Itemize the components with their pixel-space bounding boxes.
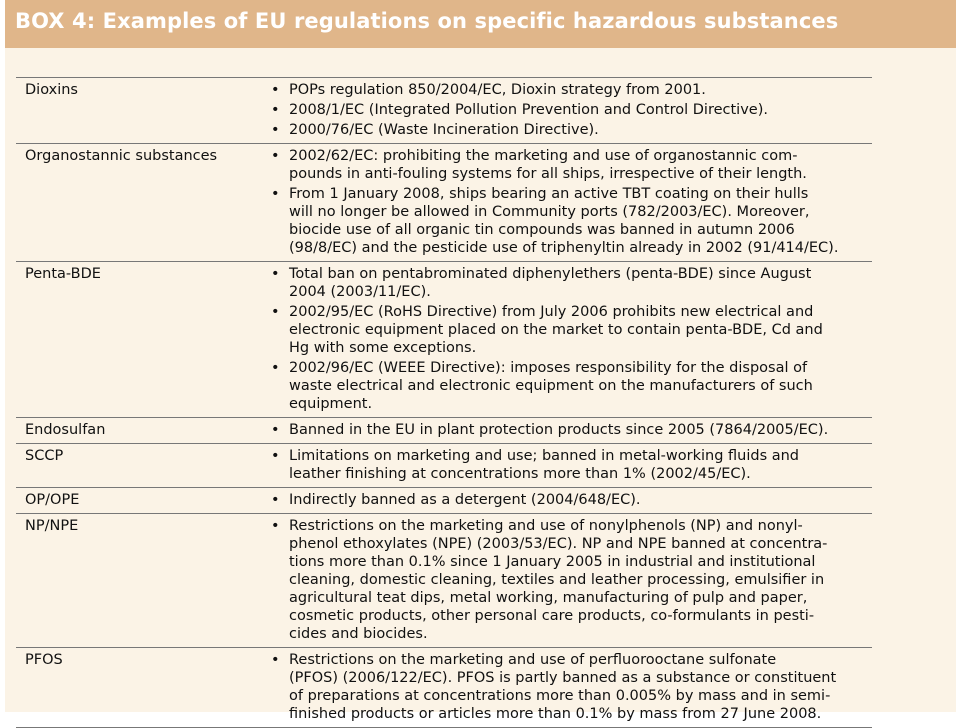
bullet-icon: • xyxy=(271,518,280,534)
regulation-text-line: POPs regulation 850/2004/EC, Dioxin strategy from 2001. xyxy=(289,82,706,98)
substance-name: Endosulfan xyxy=(25,422,106,438)
regulation-text-line: Banned in the EU in plant protection products since 2005 (7864/2005/EC). xyxy=(289,422,829,438)
regulation-text-line: will no longer be allowed in Community ports (782/2003/EC). Moreover, xyxy=(289,204,810,220)
table-row xyxy=(16,648,872,728)
box-title: BOX 4: Examples of EU regulations on specific hazardous substances xyxy=(15,9,839,33)
bullet-icon: • xyxy=(271,186,280,202)
table-row xyxy=(16,418,872,444)
regulation-item xyxy=(269,447,872,483)
substance-name: OP/OPE xyxy=(25,492,80,508)
substance-name: Dioxins xyxy=(25,82,78,98)
regulation-text-line: finished products or articles more than 0.1% by mass from 27 June 2008. xyxy=(289,706,822,722)
regulations-table xyxy=(16,77,872,728)
regulation-text-line: pounds in anti-fouling systems for all ships, irrespective of their length. xyxy=(289,166,807,182)
bullet-icon: • xyxy=(271,102,280,118)
regulation-text-line: Restrictions on the marketing and use of perfluorooctane sulfonate xyxy=(289,652,777,668)
regulation-text-line: leather finishing at concentrations more than 1% (2002/45/EC). xyxy=(289,466,751,482)
regulation-text-line: Limitations on marketing and use; banned in metal-working fluids and xyxy=(289,448,800,464)
regulation-list xyxy=(269,262,872,417)
regulation-text-line: 2002/95/EC (RoHS Directive) from July 2006 prohibits new electrical and xyxy=(289,304,814,320)
regulation-text-line: 2002/62/EC: prohibiting the marketing and use of organostannic com- xyxy=(289,148,798,164)
regulation-text-line: waste electrical and electronic equipment on the manufacturers of such xyxy=(289,378,813,394)
substance-name: Penta-BDE xyxy=(25,266,101,282)
bullet-icon: • xyxy=(271,492,280,508)
regulation-item xyxy=(269,651,872,723)
regulation-text-line: (98/8/EC) and the pesticide use of triphenyltin already in 2002 (91/414/EC). xyxy=(289,240,839,256)
regulation-text-line: From 1 January 2008, ships bearing an active TBT coating on their hulls xyxy=(289,186,809,202)
regulation-list xyxy=(269,144,872,261)
regulation-text-line: phenol ethoxylates (NPE) (2003/53/EC). NP and NPE banned at concentra- xyxy=(289,536,828,552)
bullet-icon: • xyxy=(271,652,280,668)
table-row xyxy=(16,488,872,514)
regulation-text-line: Total ban on pentabrominated diphenylethers (penta-BDE) since August xyxy=(289,266,812,282)
regulation-text-line: of preparations at concentrations more than 0.005% by mass and in semi- xyxy=(289,688,831,704)
regulation-text-line: tions more than 0.1% since 1 January 2005 in industrial and institutional xyxy=(289,554,816,570)
regulation-item xyxy=(269,185,872,257)
bullet-icon: • xyxy=(271,122,280,138)
regulation-text-line: Hg with some exceptions. xyxy=(289,340,477,356)
regulation-list xyxy=(269,488,872,513)
regulation-text-line: 2004 (2003/11/EC). xyxy=(289,284,431,300)
bullet-icon: • xyxy=(271,148,280,164)
regulation-item xyxy=(269,421,872,439)
regulation-text-line: cosmetic products, other personal care products, co-formulants in pesti- xyxy=(289,608,815,624)
regulation-item xyxy=(269,491,872,509)
regulation-text-line: cleaning, domestic cleaning, textiles and leather processing, emulsifier in xyxy=(289,572,825,588)
substance-name: SCCP xyxy=(25,448,64,464)
regulation-item xyxy=(269,121,872,139)
regulation-text-line: Indirectly banned as a detergent (2004/648/EC). xyxy=(289,492,641,508)
bullet-icon: • xyxy=(271,360,280,376)
bullet-icon: • xyxy=(271,422,280,438)
bullet-icon: • xyxy=(271,266,280,282)
regulation-item xyxy=(269,81,872,99)
regulation-item xyxy=(269,101,872,119)
regulation-text-line: electronic equipment placed on the market to contain penta-BDE, Cd and xyxy=(289,322,823,338)
regulation-list xyxy=(269,418,872,443)
regulation-item xyxy=(269,359,872,413)
regulation-list xyxy=(269,648,872,727)
regulation-text-line: equipment. xyxy=(289,396,373,412)
regulation-text-line: 2008/1/EC (Integrated Pollution Prevention and Control Directive). xyxy=(289,102,768,118)
box-header xyxy=(5,0,956,48)
regulation-item xyxy=(269,147,872,183)
regulation-text-line: 2000/76/EC (Waste Incineration Directive). xyxy=(289,122,599,138)
substance-name: NP/NPE xyxy=(25,518,79,534)
regulation-text-line: cides and biocides. xyxy=(289,626,428,642)
bullet-icon: • xyxy=(271,448,280,464)
regulation-text-line: agricultural teat dips, metal working, manufacturing of pulp and paper, xyxy=(289,590,808,606)
regulation-item xyxy=(269,517,872,643)
regulation-list xyxy=(269,514,872,647)
regulation-text-line: (PFOS) (2006/122/EC). PFOS is partly banned as a substance or constituent xyxy=(289,670,837,686)
table-row xyxy=(16,78,872,144)
table-row xyxy=(16,262,872,418)
substance-name: PFOS xyxy=(25,652,63,668)
regulation-list xyxy=(269,78,872,143)
bullet-icon: • xyxy=(271,82,280,98)
regulation-item xyxy=(269,265,872,301)
bullet-icon: • xyxy=(271,304,280,320)
table-row xyxy=(16,514,872,648)
regulation-item xyxy=(269,303,872,357)
regulation-list xyxy=(269,444,872,487)
regulation-text-line: Restrictions on the marketing and use of nonylphenols (NP) and nonyl- xyxy=(289,518,803,534)
regulation-text-line: 2002/96/EC (WEEE Directive): imposes responsibility for the disposal of xyxy=(289,360,808,376)
regulations-box xyxy=(5,0,956,722)
table-row xyxy=(16,444,872,488)
regulation-text-line: biocide use of all organic tin compounds was banned in autumn 2006 xyxy=(289,222,795,238)
substance-name: Organostannic substances xyxy=(25,148,218,164)
table-row xyxy=(16,144,872,262)
